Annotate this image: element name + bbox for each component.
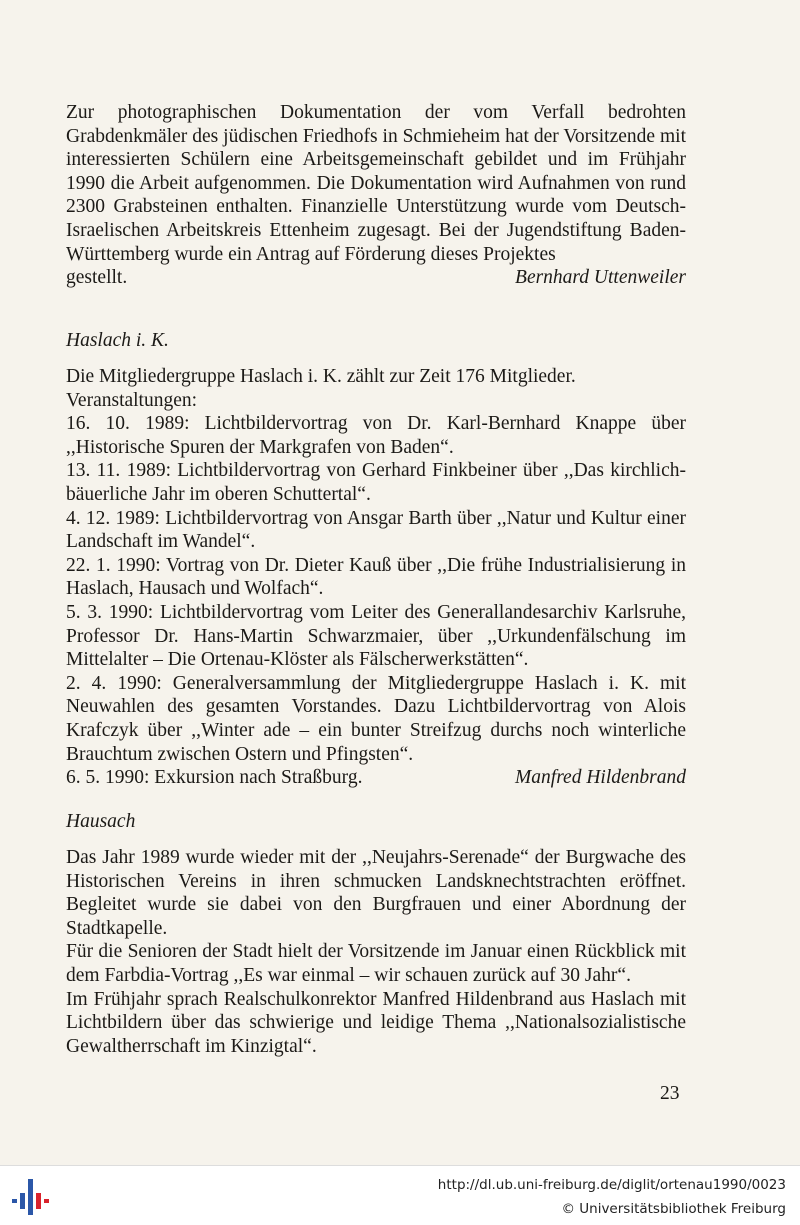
ub-freiburg-logo-icon[interactable] [10,1175,54,1217]
hausach-section [66,846,686,1058]
events-label: Veranstaltungen: [66,389,198,411]
hausach-paragraph: Für die Senioren der Stadt hielt der Vorsitzende im Januar einen Rückblick mit dem Farbdia-Vortrag ,,Es war einmal – wir schauen zurück auf 30 Jahr“. [66,941,686,986]
intro-last-word: gestellt. [66,267,128,289]
source-url-link[interactable]: http://dl.ub.uni-freiburg.de/diglit/ortenau1990/0023 [437,1177,786,1193]
haslach-signature-line [66,766,686,790]
copyright-text: © Universitätsbibliothek Freiburg [561,1201,786,1217]
event-item: 5. 3. 1990: Lichtbildervortrag vom Leiter des Generallandesarchiv Karlsruhe, Professor Dr. Hans-Martin Schwarzmaier, über ,,Urkundenfälschung im Mittelalter – Die Ortenau-Klöster als Fälscherwerkstätten“. [66,601,686,671]
hausach-paragraph: Im Frühjahr sprach Realschulkonrektor Manfred Hildenbrand aus Haslach mit Lichtbildern über das schwierige und leidige Thema ,,Nationalsozialistische Gewaltherrschaft im Kinzigtal“. [66,988,686,1057]
hausach-paragraph: Das Jahr 1989 wurde wieder mit der ,,Neujahrs-Serenade“ der Burgwache des Historischen Vereins in ihren schmucken Landsknechtstrachten eröffnet. Begleitet wurde sie dabei von den Burgfrauen und einer Abordnung der Stadtkapelle. [66,847,686,939]
intro-paragraph: Zur photographischen Dokumentation der vom Verfall bedrohten Grabdenkmäler des jüdischen Friedhofs in Schmieheim hat der Vorsitzende mit interessierten Schülern eine Arbeitsgemeinschaft gebildet und im Frühjahr 1990 die Arbeit aufgenommen. Die Dokumentation wird Aufnahmen von rund 2300 Grabsteinen enthalten. Finanzielle Unterstützung wurde vom Deutsch-Israelischen Arbeitskreis Ettenheim zugesagt. Bei der Jugendstiftung Baden-Württemberg wurde ein Antrag auf Förderung dieses Projektes [66,102,686,265]
event-item: 16. 10. 1989: Lichtbildervortrag von Dr. Karl-Bernhard Knappe über ,,Historische Spuren der Markgrafen von Baden“. [66,413,686,458]
page-number: 23 [660,1083,680,1104]
event-item: 4. 12. 1989: Lichtbildervortrag von Ansgar Barth über ,,Natur und Kultur einer Landschaft im Wandel“. [66,507,686,553]
footer-bar [0,1165,800,1225]
author-signature: Bernhard Uttenweiler [515,267,686,289]
event-item: 22. 1. 1990: Vortrag von Dr. Dieter Kauß über ,,Die frühe Industrialisierung in Haslach, Hausach und Wolfach“. [66,554,686,600]
haslach-section [66,365,686,790]
event-item: 2. 4. 1990: Generalversammlung der Mitgliedergruppe Haslach i. K. mit Neuwahlen des gesamten Vorstandes. Dazu Lichtbildervortrag von Alois Krafczyk über ,,Winter ade – ein bunter Streifzug durchs noch winterliche Brauchtum zwischen Ostern und Pfingsten“. [66,672,686,765]
section-heading-hausach: Hausach [66,811,136,832]
intro-signature-line [66,266,686,290]
event-item: 6. 5. 1990: Exkursion nach Straßburg. [66,767,363,789]
section-heading-haslach: Haslach i. K. [66,330,169,351]
members-line: Die Mitgliedergruppe Haslach i. K. zählt zur Zeit 176 Mitglieder. [66,366,576,387]
event-item: 13. 11. 1989: Lichtbildervortrag von Gerhard Finkbeiner über ,,Das kirchlich-bäuerliche Jahr im oberen Schuttertal“. [66,460,686,505]
intro-section [66,101,686,290]
author-signature: Manfred Hildenbrand [515,767,686,789]
